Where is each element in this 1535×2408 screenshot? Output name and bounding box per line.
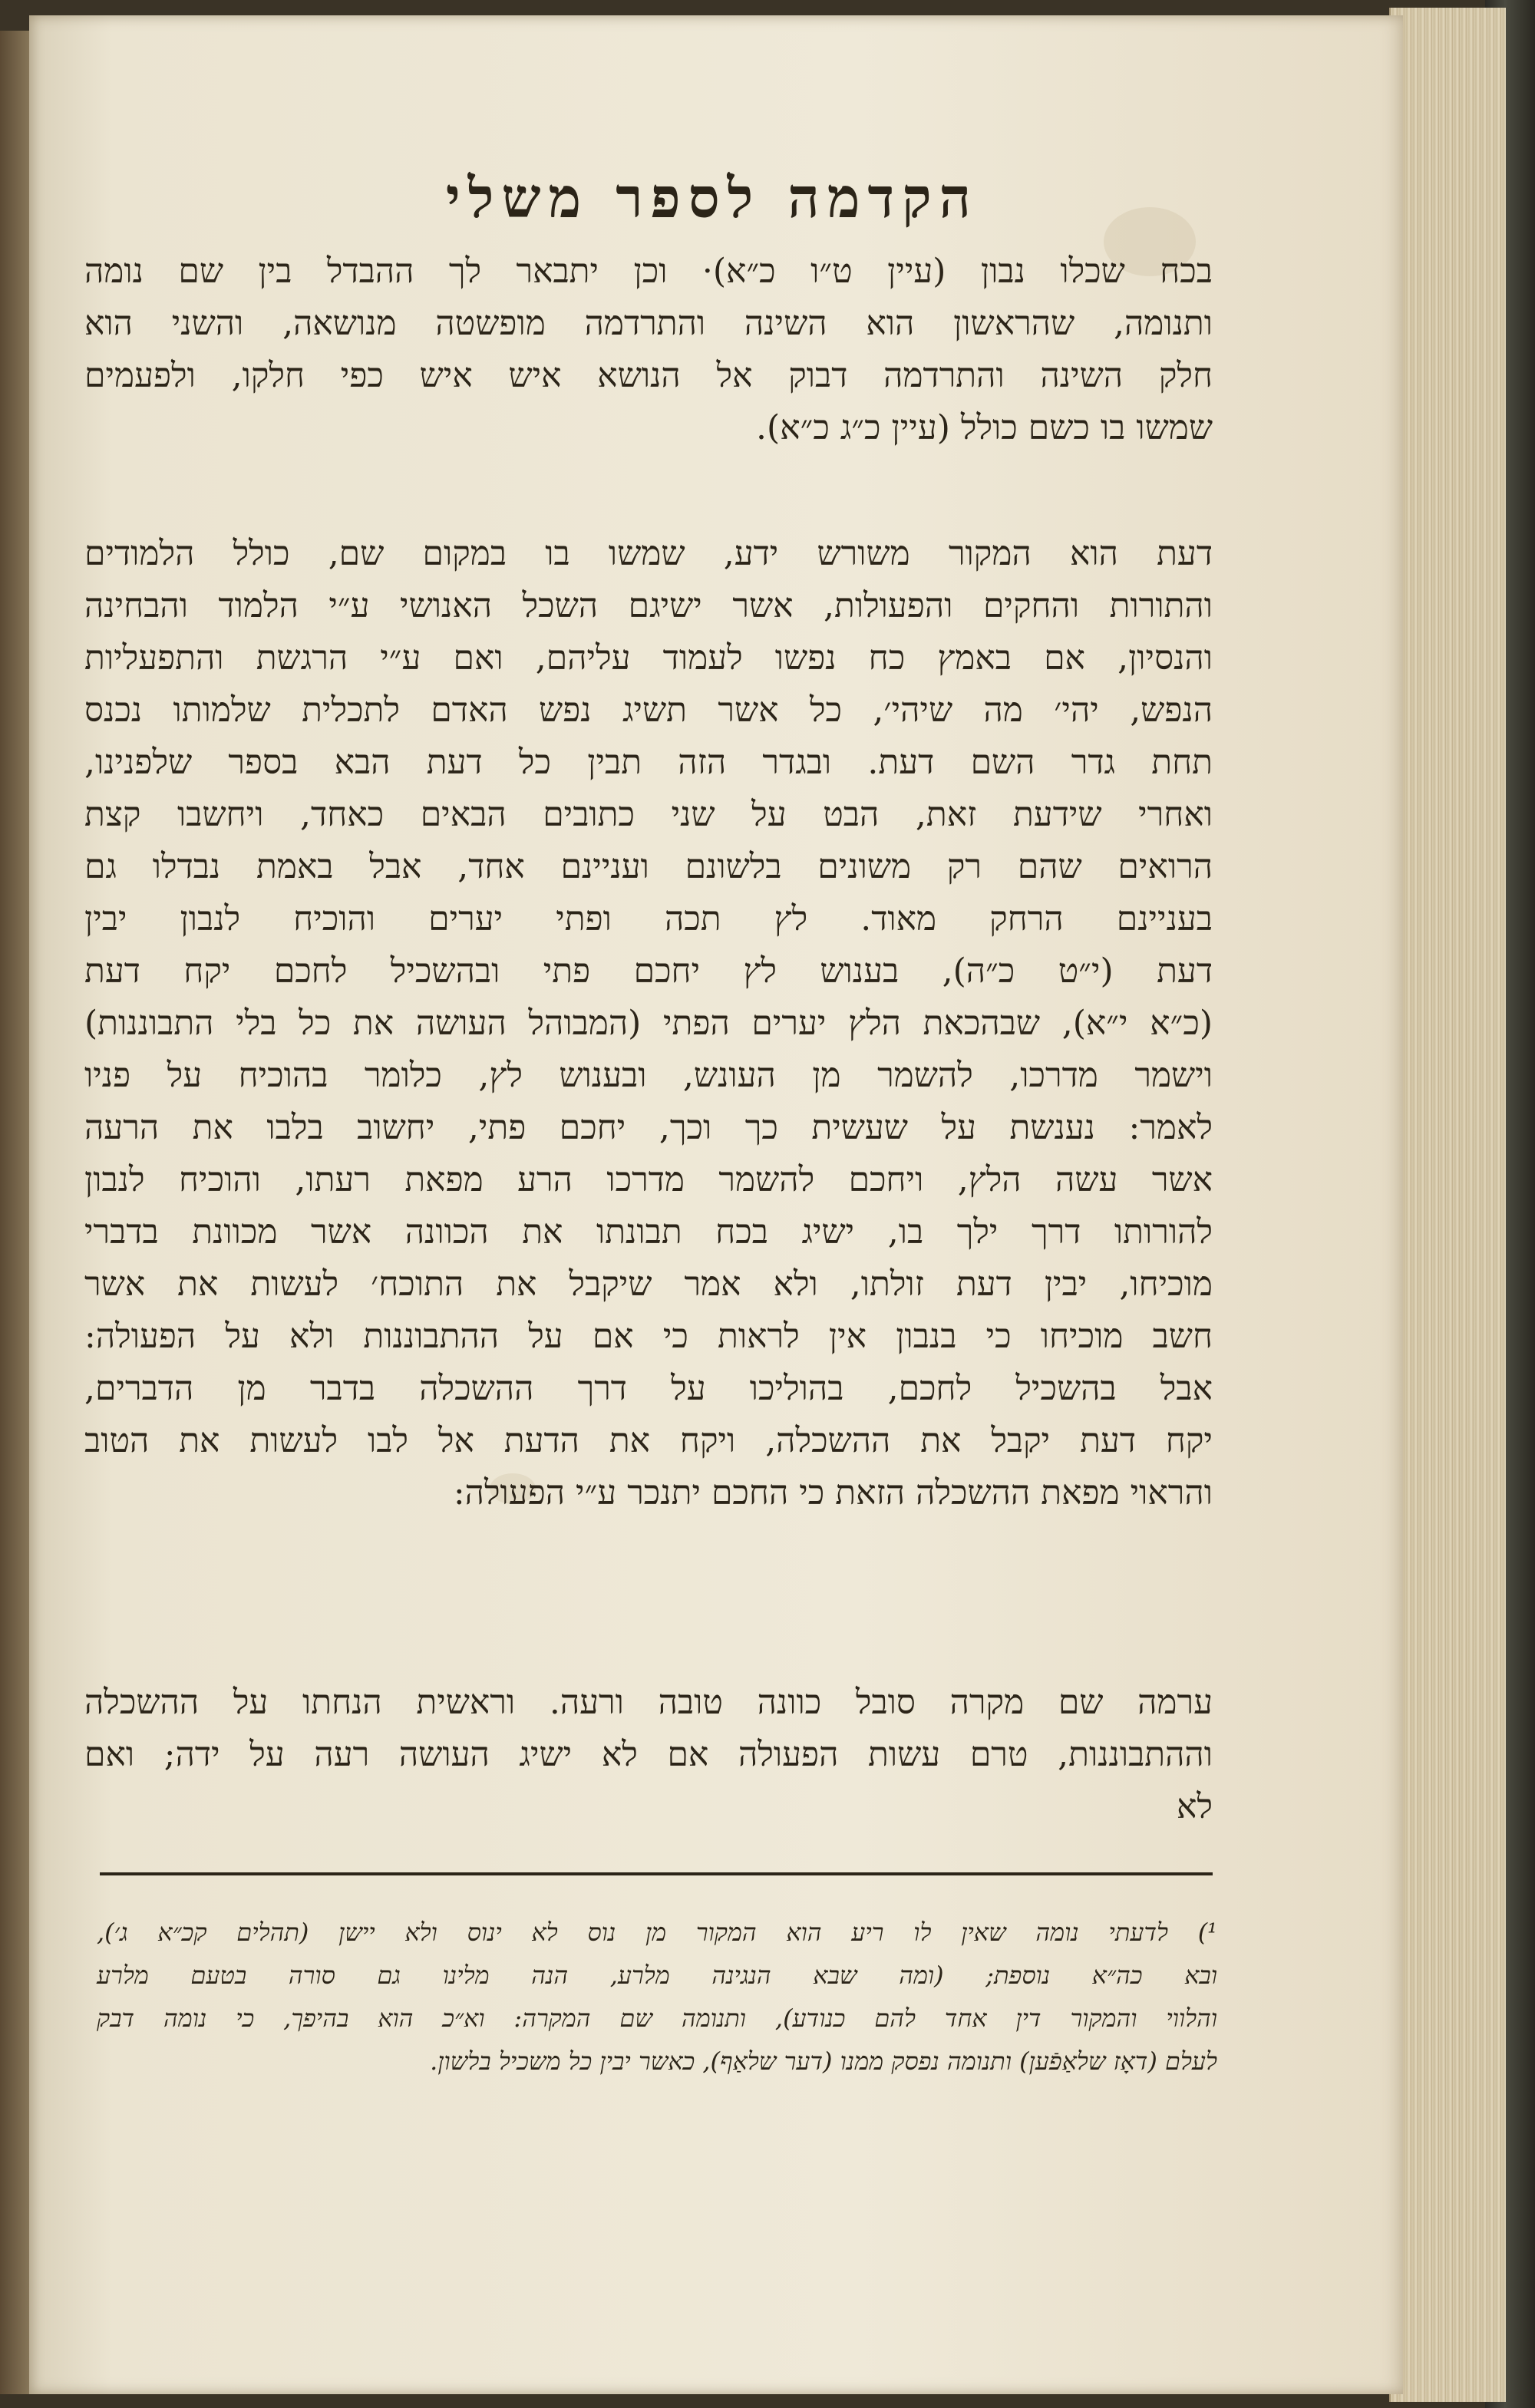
text-line: (כ״א י״א), שבהכאת הלץ יערים הפתי (המבוהל העושה את כל בלי התבוננות): [84, 1004, 1213, 1043]
footnote-divider: [100, 1872, 1213, 1875]
footnote-line: והלווי והמקור דין אחד להם כנודע), ותנומה שם המקרה: וא״כ הוא בהיפך, כי נומה דבק: [97, 2004, 1218, 2033]
text-line: דעת הוא המקור משורש ידע, שמשו בו במקום שם, כולל הלמודים: [84, 534, 1213, 573]
book-page: [29, 15, 1403, 2394]
page-edges: [1389, 8, 1506, 2402]
text-line: לאמר: נענשת על שעשית כך וכך, יחכם פתי, יחשוב בלבו את הרעה: [84, 1108, 1213, 1147]
text-line: מוכיחו, יבין דעת זולתו, ולא אמר שיקבל את התוכח׳ לעשות את אשר: [84, 1265, 1213, 1304]
text-line: אבל בהשכיל לחכם, בהוליכו על דרך ההשכלה בדבר מן הדברים,: [84, 1369, 1213, 1408]
text-line: ערמה שם מקרה סובל כוונה טובה ורעה. וראשית הנחתו על ההשכלה: [84, 1683, 1213, 1722]
text-line: אשר עשה הלץ, ויחכם להשמר מדרכו הרע מפאת רעתו, והוכיח לנבון: [84, 1160, 1213, 1199]
text-line: דעת (י״ט כ״ה), בענוש לץ יחכם פתי ובהשכיל לחכם יקח דעת: [84, 952, 1213, 991]
page-title: הקדמה לספר משלי: [445, 165, 979, 230]
intro-paragraph: [84, 246, 1213, 454]
text-line: בכח שכלו נבון (עיין ט״ו כ״א)· וכן יתבאר לך ההבדל בין שם נומה: [84, 252, 1213, 291]
text-line: ואחרי שידעת זאת, הבט על שני כתובים הבאים כאחד, ויחשבו קצת: [84, 795, 1213, 834]
footnote-line: ¹) לדעתי נומה שאין לו ריע הוא המקור מן נוס לא ינוס ולא יישן (תהלים קכ״א ג׳),: [97, 1918, 1217, 1947]
text-line: ותנומה, שהראשון הוא השינה והתרדמה מופשטה מנושאה, והשני הוא: [84, 304, 1213, 343]
catchword: לא: [1177, 1787, 1213, 1826]
orma-paragraph: [84, 1677, 1213, 1833]
daat-paragraph: [84, 528, 1213, 1519]
text-line: יקח דעת יקבל את ההשכלה, ויקח את הדעת אל לבו לעשות את הטוב: [84, 1421, 1213, 1460]
text-line: וההתבוננות, טרם עשות הפעולה אם לא ישיג העושה רעה על ידה; ואם: [84, 1735, 1213, 1774]
text-line: והתורות והחקים והפעולות, אשר ישיגם השכל האנושי ע״י הלמוד והבחינה: [84, 586, 1213, 625]
text-line: תחת גדר השם דעת. ובגדר הזה תבין כל דעת הבא בספר שלפנינו,: [84, 743, 1213, 782]
text-line: להורותו דרך ילך בו, ישיג בכח תבונתו את הכוונה אשר מכוונת בדברי: [84, 1212, 1213, 1252]
left-page-edge: [0, 31, 32, 2394]
text-line: והראוי מפאת ההשכלה הזאת כי החכם יתנכר ע״י הפעולה:: [453, 1473, 1213, 1512]
text-line: וישמר מדרכו, להשמר מן העונש, ובענוש לץ, כלומר בהוכיח על פניו: [84, 1056, 1213, 1095]
text-line: שמשו בו כשם כולל (עיין כ״ג כ״א).: [756, 408, 1213, 447]
text-line: בעניינם הרחק מאוד. לץ תכה ופתי יערים והוכיח לנבון יבין: [84, 899, 1213, 938]
text-line: חשב מוכיחו כי בנבון אין לראות כי אם על ההתבוננות ולא על הפעולה:: [84, 1317, 1213, 1356]
footnote-line: ובא כה״א נוספת; (ומה שבא הנגינה מלרע, הנה מלינו גם סורה בטעם מלרע: [97, 1961, 1217, 1990]
footnote: [97, 1911, 1217, 2083]
text-line: חלק השינה והתרדמה דבוק אל הנושא איש איש כפי חלקו, ולפעמים: [84, 356, 1213, 395]
text-line: והנסיון, אם באמץ כח נפשו לעמוד עליהם, ואם ע״י הרגשת והתפעליות: [84, 638, 1213, 678]
text-line: הנפש, יהי׳ מה שיהי׳, כל אשר תשיג נפש האדם לתכלית שלמותו נכנס: [84, 691, 1213, 730]
footnote-line: לעלם (דאָז שלאַפֿען) ותנומה נפסק ממנו (דער שלאַף), כאשר יבין כל משכיל בלשון.: [430, 2047, 1217, 2076]
text-line: הרואים שהם רק משונים בלשונם ועניינם אחד, אבל באמת נבדלו גם: [84, 847, 1213, 886]
